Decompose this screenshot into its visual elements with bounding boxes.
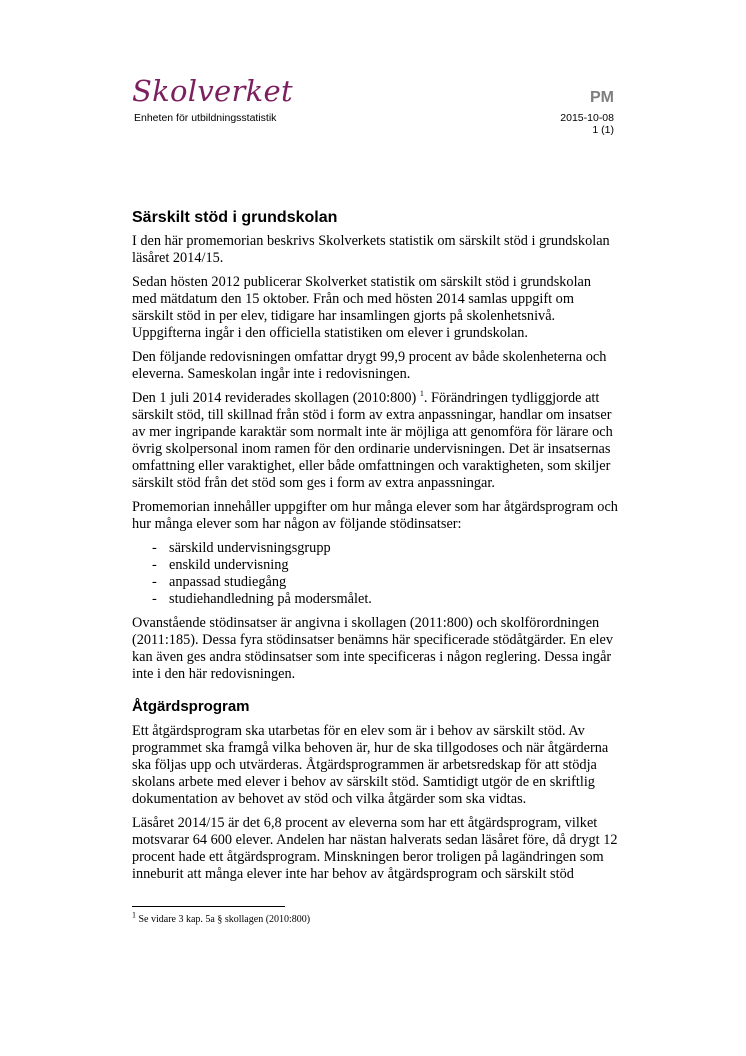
list-dash: - <box>152 574 157 590</box>
section-heading-atgardsprogram: Åtgärdsprogram <box>132 698 250 715</box>
paragraph-action-program: Ett åtgärdsprogram ska utarbetas för en elev som är i behov av särskilt stöd. Av programmet ska framgå vilka behoven är, hur de ska tillgodoses och när åtgärderna ska följas upp och utvärderas. Åtgärdsprogrammen är arbetsredskap för att stödja skolans arbete med elever i behov av särskilt stöd. Samtidigt utgör de en skriftlig dokumentation av behovet av stöd och vilka åtgärder som ska vidtas. <box>132 723 609 807</box>
list-item <box>132 591 618 608</box>
support-measures-list <box>132 540 618 608</box>
paragraph-contents: Promemorian innehåller uppgifter om hur många elever som har åtgärdsprogram och hur många elever som har någon av följande stödinsatser: <box>132 499 618 532</box>
footnote <box>132 910 311 925</box>
list-dash: - <box>152 591 157 607</box>
paragraph-intro: I den här promemorian beskrivs Skolverkets statistik om särskilt stöd i grundskolan läsåret 2014/15. <box>132 233 610 266</box>
paragraph-law-revision <box>132 390 618 492</box>
list-item <box>132 574 618 591</box>
footnote-reference: 1 <box>419 389 424 399</box>
law-revision-text-rest: . Förändringen tydliggjorde att särskilt stöd, till skillnad från stöd i form av extra anpassningar, handlar om insatser av mer ingripande karaktär som normalt inte är möjliga att genomföra för lärare och övrig skolpersonal inom ramen för den ordinarie undervisningen. Det är insatsernas omfattning eller varaktighet, eller både omfattningen och varaktigheten, som skiljer särskilt stöd från det stöd som ges i form av extra anpassningar. <box>132 390 613 491</box>
list-item-text: enskild undervisning <box>169 557 289 573</box>
document-type-label: PM <box>590 89 614 106</box>
document-title: Särskilt stöd i grundskolan <box>132 209 338 226</box>
document-body <box>132 204 618 890</box>
list-dash: - <box>152 540 157 556</box>
paragraph-coverage: Den följande redovisningen omfattar drygt 99,9 procent av både skolenheterna och eleverna. Sameskolan ingår inte i redovisningen. <box>132 349 607 382</box>
paragraph-legislation: Ovanstående stödinsatser är angivna i skollagen (2011:800) och skolförordningen (2011:185). Dessa fyra stödinsatser benämns här specificerade stödåtgärder. En elev kan även ges andra stödinsatser som inte specificeras i någon reglering. Dessa ingår inte i den här redovisningen. <box>132 615 614 682</box>
list-item <box>132 557 618 574</box>
department-name: Enheten för utbildningsstatistik <box>134 112 277 124</box>
footnote-marker: 1 <box>132 910 136 920</box>
page-number: 1 (1) <box>592 124 614 136</box>
paragraph-statistics: Läsåret 2014/15 är det 6,8 procent av eleverna som har ett åtgärdsprogram, vilket motsvarar 64 600 elever. Andelen har nästan halverats sedan läsåret före, då drygt 12 procent hade ett åtgärdsprogram. Minskningen beror troligen på lagändringen som inneburit att många elever inte har behov av åtgärdsprogram och särskilt stöd <box>132 815 618 882</box>
list-item-text: studiehandledning på modersmålet. <box>169 591 372 607</box>
list-item-text: anpassad studiegång <box>169 574 287 590</box>
skolverket-logo: Skolverket <box>132 74 293 108</box>
document-date: 2015-10-08 <box>560 112 614 124</box>
footnote-separator <box>132 906 285 907</box>
list-dash: - <box>152 557 157 573</box>
footnote-text: Se vidare 3 kap. 5a § skollagen (2010:800) <box>138 914 311 925</box>
paragraph-publication: Sedan hösten 2012 publicerar Skolverket statistik om särskilt stöd i grundskolan med mätdatum den 15 oktober. Från och med hösten 2014 samlas uppgift om särskilt stöd in per elev, tidigare har insamlingen gjorts på skolenhetsnivå. Uppgifterna ingår i den officiella statistiken om elever i grundskolan. <box>132 274 592 341</box>
list-item-text: särskild undervisningsgrupp <box>169 540 331 556</box>
list-item <box>132 540 618 557</box>
law-revision-text-start: Den 1 juli 2014 reviderades skollagen (2010:800) <box>132 390 417 406</box>
